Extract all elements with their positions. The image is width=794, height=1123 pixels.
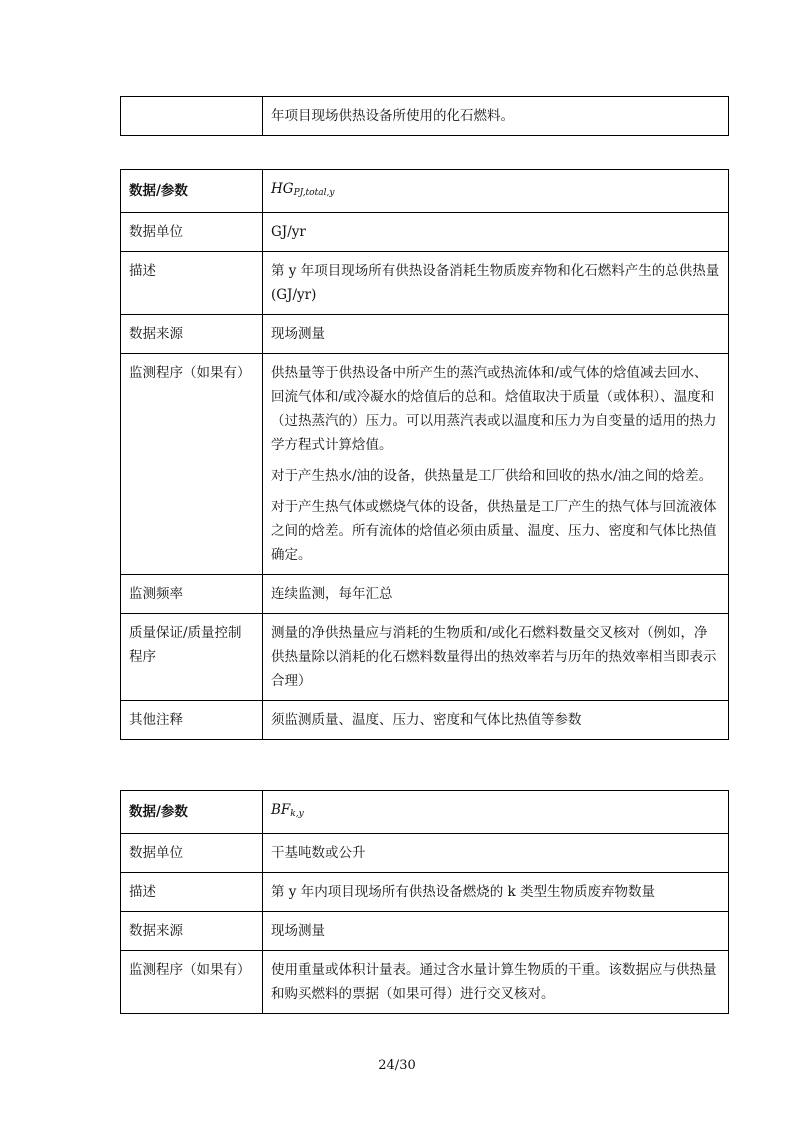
qa-label: 质量保证/质量控制程序 — [121, 614, 263, 701]
procedure-value: 使用重量或体积计量表。通过含水量计算生物质的干重。该数据应与供热量和购买燃料的票据（如果可得）进行交叉核对。 — [263, 951, 729, 1014]
procedure-paragraph: 供热量等于供热设备中所产生的蒸汽或热流体和/或气体的焓值减去回水、回流气体和/或冷凝水的焓值后的总和。焓值取决于质量（或体积）、温度和（过热蒸汽的）压力。可以用蒸汽表或以温度和压力为自变量的适用的热力学方程式计算焓值。 — [271, 365, 717, 453]
notes-label: 其他注释 — [121, 701, 263, 740]
unit-value: GJ/yr — [263, 213, 729, 252]
frequency-label: 监测频率 — [121, 575, 263, 614]
continuation-table — [120, 96, 729, 136]
symbol-subscript: PJ,total,y — [293, 188, 335, 198]
table-row-qa — [121, 614, 729, 701]
source-value: 现场测量 — [263, 912, 729, 951]
parameter-table-hg — [120, 169, 729, 740]
source-label: 数据来源 — [121, 912, 263, 951]
table-row-procedure — [121, 951, 729, 1014]
table-row-frequency — [121, 575, 729, 614]
procedure-paragraph: 对于产生热水/油的设备，供热量是工厂供给和回收的热水/油之间的焓差。 — [271, 468, 713, 484]
description-label: 描述 — [121, 873, 263, 912]
page-number: 24/30 — [378, 1058, 416, 1073]
description-label: 描述 — [121, 252, 263, 315]
header-label: 数据/参数 — [121, 170, 263, 213]
procedure-value — [263, 354, 729, 575]
table-row-unit — [121, 213, 729, 252]
description-value: 第 y 年项目现场所有供热设备消耗生物质废弃物和化石燃料产生的总供热量(GJ/yr) — [263, 252, 729, 315]
symbol-main: BF — [271, 802, 291, 818]
table-row-header — [121, 791, 729, 834]
notes-value: 须监测质量、温度、压力、密度和气体比热值等参数 — [263, 701, 729, 740]
table-row-source — [121, 315, 729, 354]
unit-label: 数据单位 — [121, 213, 263, 252]
parameter-symbol — [263, 791, 729, 834]
table-row-procedure — [121, 354, 729, 575]
unit-value: 干基吨数或公升 — [263, 834, 729, 873]
continuation-value-cell: 年项目现场供热设备所使用的化石燃料。 — [263, 97, 729, 136]
procedure-label: 监测程序（如果有） — [121, 354, 263, 575]
symbol-subscript: k,y — [290, 809, 304, 819]
description-value: 第 y 年内项目现场所有供热设备燃烧的 k 类型生物质废弃物数量 — [263, 873, 729, 912]
table-row-notes — [121, 701, 729, 740]
qa-value: 测量的净供热量应与消耗的生物质和/或化石燃料数量交叉核对（例如，净供热量除以消耗的化石燃料数量得出的热效率若与历年的热效率相当即表示合理） — [263, 614, 729, 701]
source-label: 数据来源 — [121, 315, 263, 354]
unit-label: 数据单位 — [121, 834, 263, 873]
table-row-header — [121, 170, 729, 213]
continuation-label-cell — [121, 97, 263, 136]
parameter-symbol — [263, 170, 729, 213]
source-value: 现场测量 — [263, 315, 729, 354]
procedure-label: 监测程序（如果有） — [121, 951, 263, 1014]
table-row-source — [121, 912, 729, 951]
header-label: 数据/参数 — [121, 791, 263, 834]
frequency-value: 连续监测，每年汇总 — [263, 575, 729, 614]
continuation-row — [121, 97, 729, 136]
table-row-description — [121, 873, 729, 912]
procedure-paragraph: 对于产生热气体或燃烧气体的设备，供热量是工厂产生的热气体与回流液体之间的焓差。所有流体的焓值必须由质量、温度、压力、密度和气体比热值确定。 — [271, 499, 717, 563]
symbol-main: HG — [271, 181, 294, 197]
table-row-unit — [121, 834, 729, 873]
table-row-description — [121, 252, 729, 315]
parameter-table-bf — [120, 790, 729, 1014]
